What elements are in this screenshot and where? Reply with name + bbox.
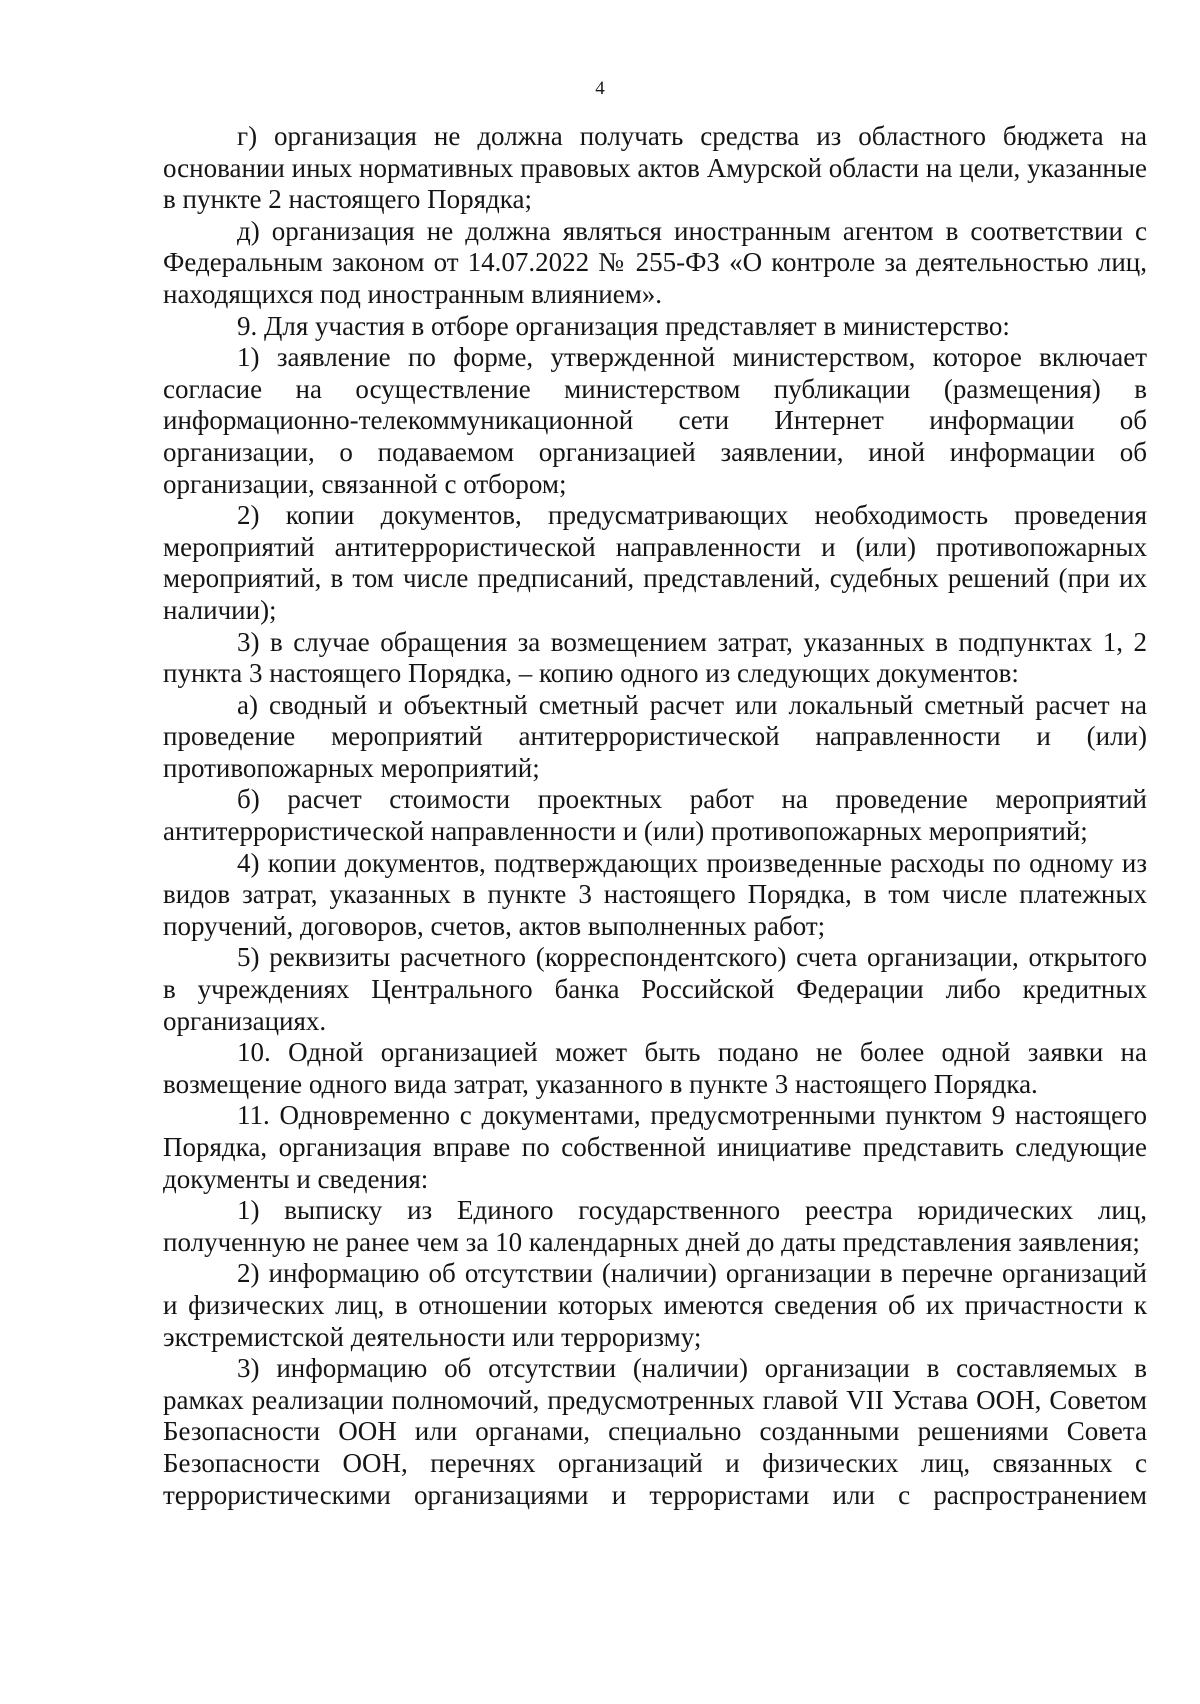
paragraph-9-2: 2) копии документов, предусматривающих необходимость проведения мероприятий антитеррористической направленности и (или) противопожарных мероприятий, в том числе предписаний, представлений, судебных решений (при их наличии); (163, 500, 1147, 625)
paragraph-11-2: 2) информацию об отсутствии (наличии) организации в перечне организаций и физических лиц, в отношении которых имеются сведения об их причастности к экстремистской деятельности или терроризму; (163, 1258, 1147, 1352)
paragraph-8d: д) организация не должна являться иностранным агентом в соответствии с Федеральным законом от 14.07.2022 № 255-ФЗ «О контроле за деятельностью лиц, находящихся под иностранным влиянием». (163, 215, 1147, 309)
paragraph-9-3-b: б) расчет стоимости проектных работ на проведение мероприятий антитеррористической направленности и (или) противопожарных мероприятий; (163, 784, 1147, 847)
paragraph-11: 11. Одновременно с документами, предусмотренными пунктом 9 настоящего Порядка, организация вправе по собственной инициативе представить следующие документы и сведения: (163, 1100, 1147, 1194)
paragraph-9-3-a: а) сводный и объектный сметный расчет или локальный сметный расчет на проведение мероприятий антитеррористической направленности и (или) противопожарных мероприятий; (163, 689, 1147, 783)
page-number: 4 (595, 78, 605, 99)
paragraph-9-5: 5) реквизиты расчетного (корреспондентского) счета организации, открытого в учреждениях Центрального банка Российской Федерации либо кредитных организациях. (163, 942, 1147, 1036)
paragraph-11-1: 1) выписку из Единого государственного реестра юридических лиц, полученную не ранее чем за 10 календарных дней до даты представления заявления; (163, 1195, 1147, 1257)
paragraph-10: 10. Одной организацией может быть подано не более одной заявки на возмещение одного вида затрат, указанного в пункте 3 настоящего Порядка. (163, 1037, 1147, 1099)
paragraph-9-1: 1) заявление по форме, утвержденной министерством, которое включает согласие на осуществление министерством публикации (размещения) в информационно-телекоммуникационной сети Интернет информации об организации, о подаваемом организацией заявлении, иной информации об организации, связанной с отбором; (163, 342, 1147, 499)
paragraph-11-3: 3) информацию об отсутствии (наличии) организации в составляемых в рамках реализации полномочий, предусмотренных главой VII Устава ООН, Советом Безопасности ООН или органами, специально созданными решениями Совета Безопасности ООН, перечнях организаций и физических лиц, связанных с террористическими организациями и террористами или с распространением (163, 1353, 1147, 1510)
paragraph-9: 9. Для участия в отборе организация представляет в министерство: (237, 310, 1010, 341)
paragraph-9-3: 3) в случае обращения за возмещением затрат, указанных в подпунктах 1, 2 пункта 3 настоящего Порядка, – копию одного из следующих документов: (163, 626, 1147, 689)
paragraph-9-4: 4) копии документов, подтверждающих произведенные расходы по одному из видов затрат, указанных в пункте 3 настоящего Порядка, в том числе платежных поручений, договоров, счетов, актов выполненных работ; (163, 847, 1147, 941)
document-body (163, 121, 1147, 1511)
paragraph-8g: г) организация не должна получать средства из областного бюджета на основании иных нормативных правовых актов Амурской области на цели, указанные в пункте 2 настоящего Порядка; (163, 121, 1147, 215)
